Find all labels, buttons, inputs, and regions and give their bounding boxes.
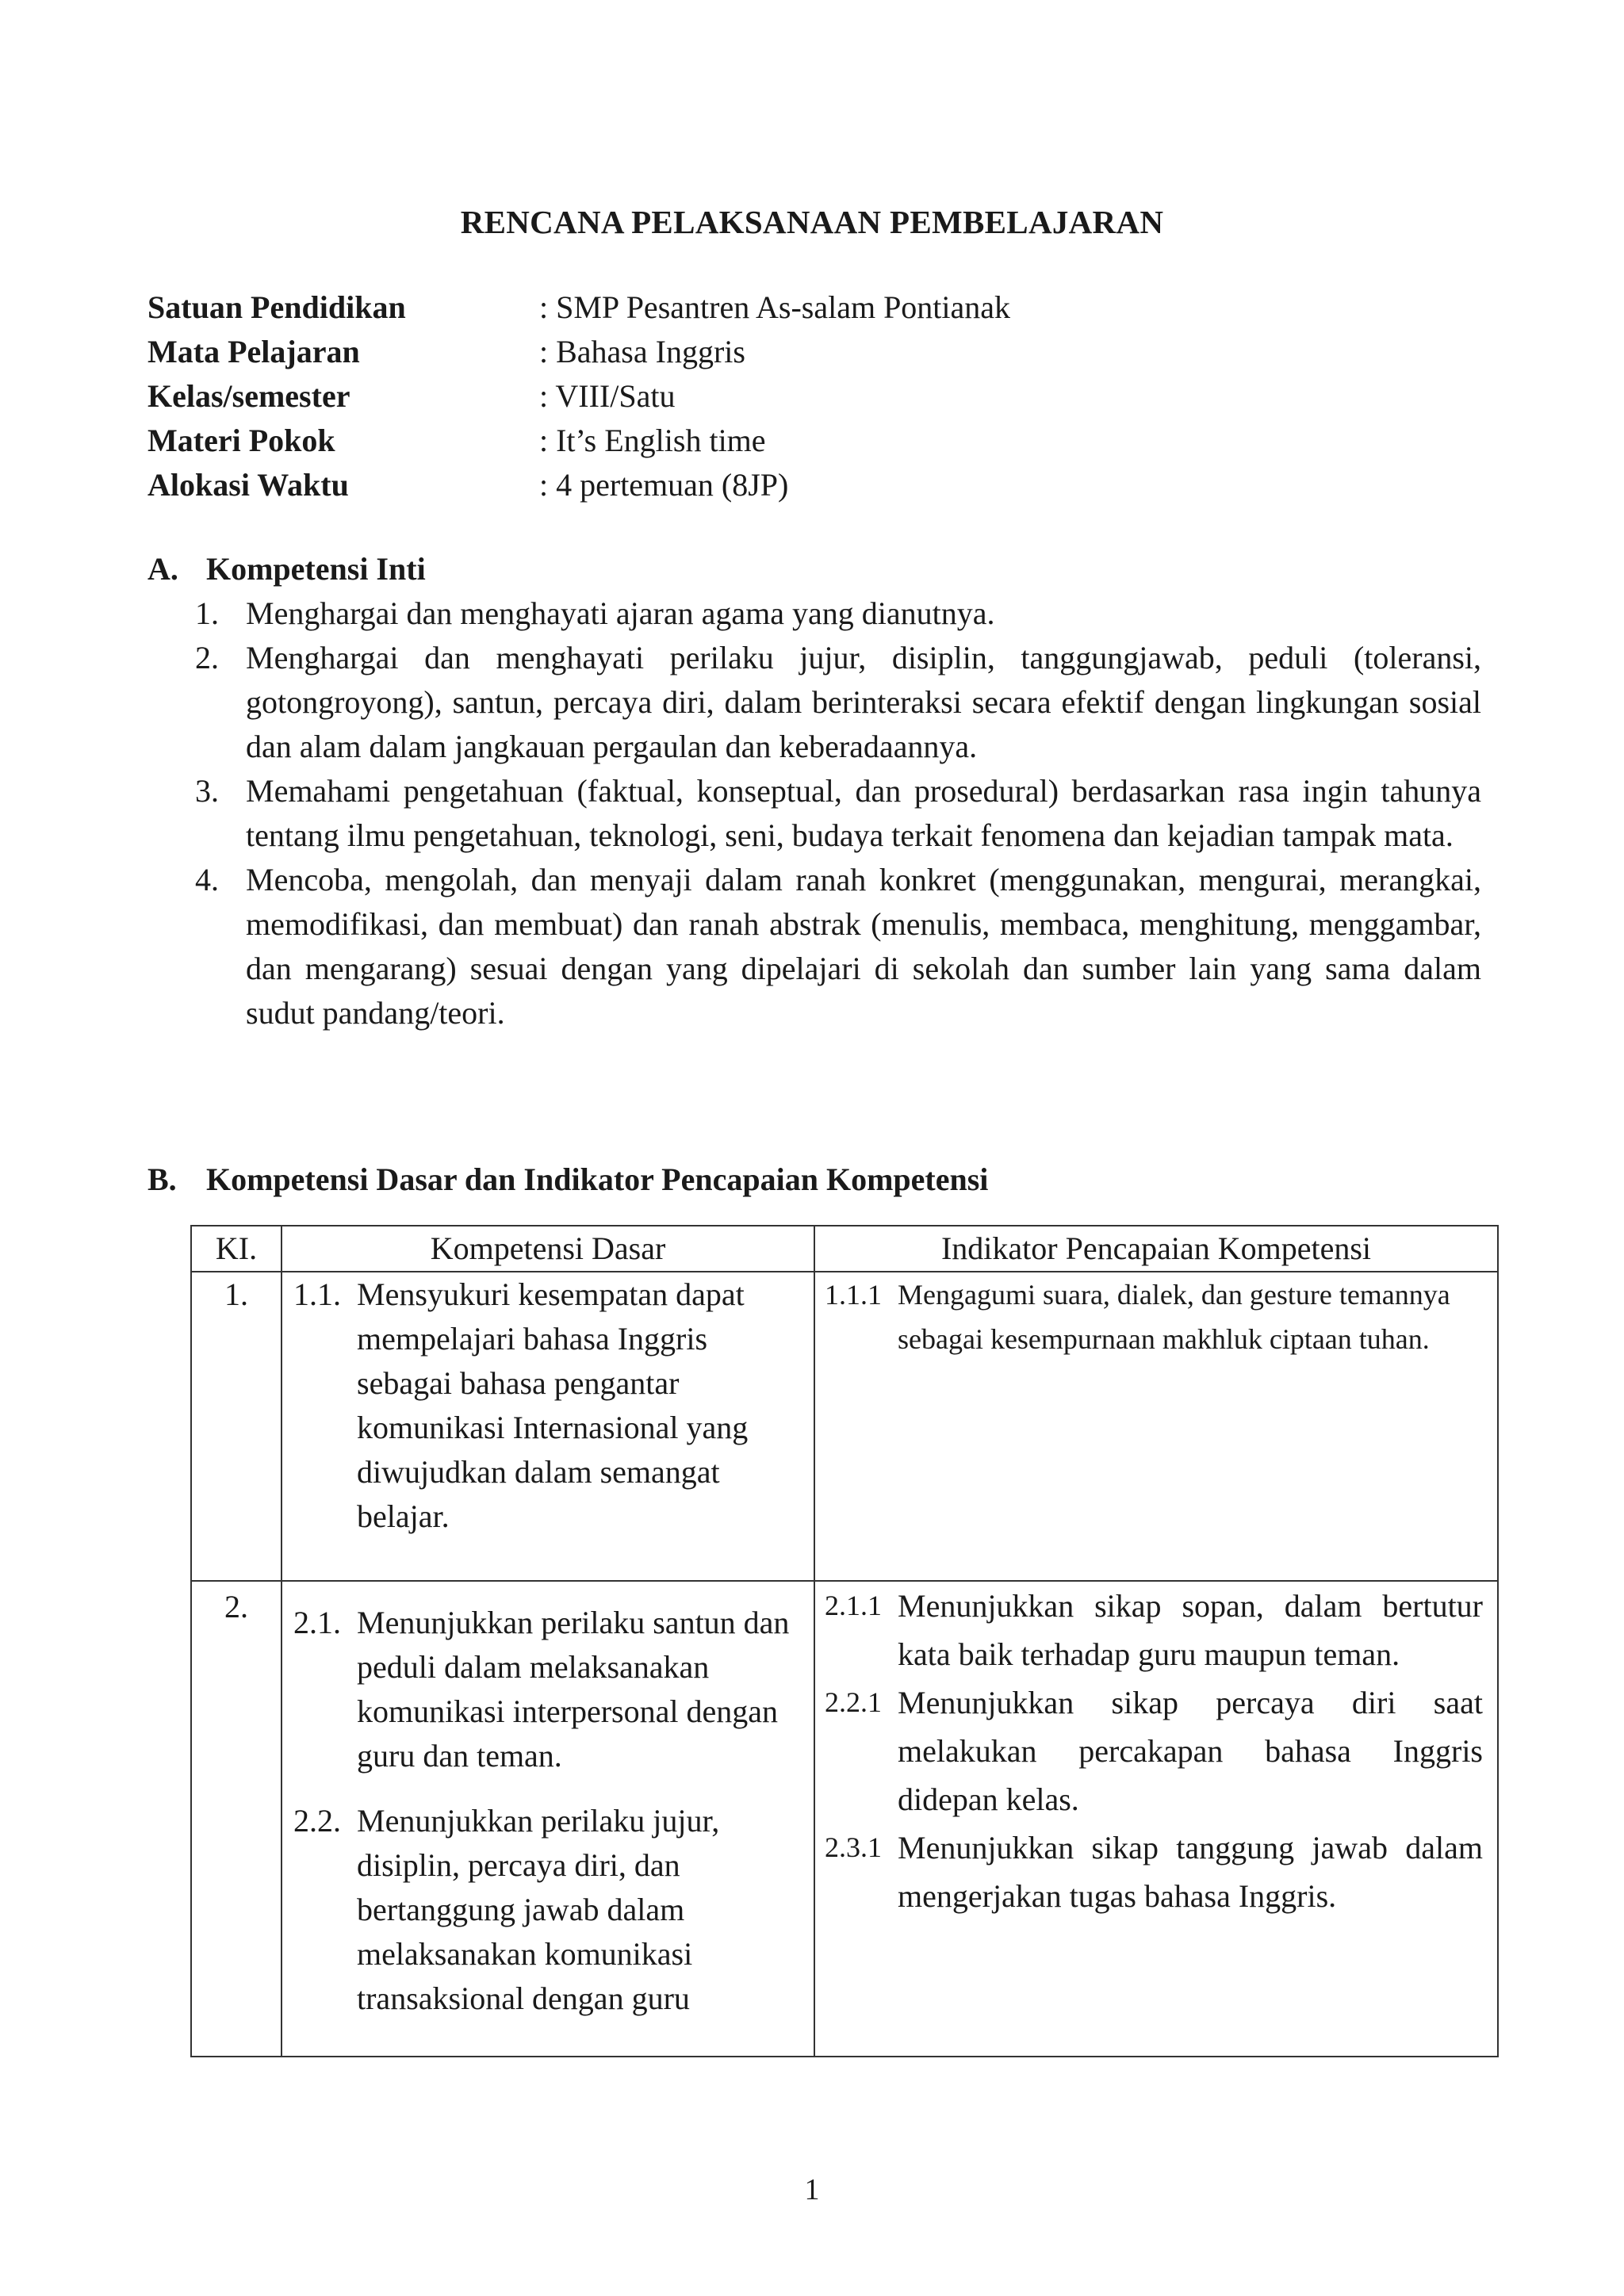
- section-letter: A.: [147, 551, 178, 587]
- indicator-text: Menunjukkan sikap tanggung jawab dalam mengerjakan tugas bahasa Inggris.: [898, 1830, 1483, 1914]
- indicator-number: 1.1.1: [825, 1279, 882, 1311]
- indicator-text: Menunjukkan sikap sopan, dalam bertutur kata baik terhadap guru maupun teman.: [898, 1588, 1483, 1672]
- indicator-cell: [814, 1581, 1498, 2057]
- identity-label: Alokasi Waktu: [147, 467, 349, 503]
- identity-label: Satuan Pendidikan: [147, 289, 406, 325]
- identity-label: Materi Pokok: [147, 423, 335, 458]
- identity-label: Kelas/semester: [147, 378, 350, 414]
- kd-cell: [282, 1272, 814, 1581]
- list-number: 4.: [195, 862, 219, 897]
- document-title: RENCANA PELAKSANAAN PEMBELAJARAN: [460, 204, 1164, 240]
- identity-value: : SMP Pesantren As-salam Pontianak: [539, 289, 1011, 325]
- table-header: Kompetensi Dasar: [282, 1226, 814, 1272]
- kd-number: 2.1.: [293, 1605, 341, 1640]
- competency-table-wrapper: [190, 1225, 1497, 2060]
- spacer: [282, 1778, 814, 1794]
- table-header: Indikator Pencapaian Kompetensi: [814, 1226, 1498, 1272]
- ki-cell: [191, 1272, 282, 1581]
- kd-text: Mensyukuri kesempatan dapat mempelajari bahasa Inggris sebagai bahasa pengantar komunikasi Internasional yang diwujudkan dalam semangat belajar.: [357, 1276, 749, 1534]
- section-title: Kompetensi Dasar dan Indikator Pencapaian Kompetensi: [206, 1161, 989, 1197]
- list-text: Mencoba, mengolah, dan menyaji dalam ranah konkret (menggunakan, mengurai, merangkai, memodifikasi, dan membuat) dan ranah abstrak (menulis, membaca, menghitung, menggambar, dan mengarang) sesuai dengan yang dipelajari di sekolah dan sumber lain yang sama dalam sudut pandang/teori.: [246, 862, 1481, 1031]
- kd-item: [282, 1272, 814, 1539]
- indicator-item: [815, 1272, 1497, 1361]
- identity-label: Mata Pelajaran: [147, 334, 360, 369]
- identity-value: : 4 pertemuan (8JP): [539, 467, 789, 503]
- section-a-heading: [147, 547, 426, 591]
- indicator-cell: [814, 1272, 1498, 1581]
- indicator-number: 2.3.1: [825, 1831, 882, 1863]
- list-number: 2.: [195, 640, 219, 675]
- indicator-item: [815, 1582, 1497, 1678]
- section-title: Kompetensi Inti: [206, 551, 426, 587]
- table-header-row: [191, 1226, 1498, 1272]
- identity-value: : Bahasa Inggris: [539, 334, 745, 369]
- kd-text: Menunjukkan perilaku santun dan peduli dalam melaksanakan komunikasi interpersonal dengan guru dan teman.: [357, 1605, 790, 1774]
- section-letter: B.: [147, 1161, 177, 1197]
- identity-value: : It’s English time: [539, 423, 766, 458]
- ki-cell: [191, 1581, 282, 2057]
- list-text: Menghargai dan menghayati perilaku jujur, disiplin, tanggungjawab, peduli (toleransi, gotongroyong), santun, percaya diri, dalam berinteraksi secara efektif dengan lingkungan sosial dan alam dalam jangkauan pergaulan dan keberadaannya.: [246, 640, 1481, 764]
- table-header: KI.: [191, 1226, 282, 1272]
- list-item: [147, 591, 1481, 636]
- list-text: Memahami pengetahuan (faktual, konseptual, dan prosedural) berdasarkan rasa ingin tahunya tentang ilmu pengetahuan, teknologi, seni, budaya terkait fenomena dan kejadian tampak mata.: [246, 773, 1481, 853]
- indicator-item: [815, 1823, 1497, 1920]
- list-number: 1.: [195, 595, 219, 631]
- competency-table: [190, 1225, 1499, 2057]
- indicator-number: 2.2.1: [825, 1686, 882, 1718]
- section-b-heading: [147, 1158, 988, 1202]
- indicator-text: Menunjukkan sikap percaya diri saat melakukan percakapan bahasa Inggris didepan kelas.: [898, 1685, 1483, 1817]
- kd-cell: [282, 1581, 814, 2057]
- identity-value: : VIII/Satu: [539, 378, 676, 414]
- ki-number: 2.: [224, 1589, 248, 1624]
- indicator-text: Mengagumi suara, dialek, dan gesture temannya sebagai kesempurnaan makhluk ciptaan tuhan.: [898, 1279, 1450, 1355]
- table-row: [191, 1272, 1498, 1581]
- page-number: 1: [804, 2173, 820, 2206]
- list-item: [147, 636, 1481, 769]
- list-item: [147, 769, 1481, 858]
- table-row: [191, 1581, 1498, 2057]
- kompetensi-inti-list: [147, 591, 1481, 1035]
- kd-item: [282, 1799, 814, 2021]
- list-number: 3.: [195, 773, 219, 809]
- indicator-item: [815, 1678, 1497, 1823]
- kd-number: 1.1.: [293, 1276, 341, 1312]
- ki-number: 1.: [224, 1276, 248, 1312]
- list-item: [147, 858, 1481, 1035]
- kd-number: 2.2.: [293, 1803, 341, 1839]
- list-text: Menghargai dan menghayati ajaran agama yang dianutnya.: [246, 595, 995, 631]
- kd-text: Menunjukkan perilaku jujur, disiplin, percaya diri, dan bertanggung jawab dalam melaksanakan komunikasi transaksional dengan guru: [357, 1803, 720, 2016]
- kd-item: [282, 1601, 814, 1778]
- indicator-number: 2.1.1: [825, 1590, 882, 1621]
